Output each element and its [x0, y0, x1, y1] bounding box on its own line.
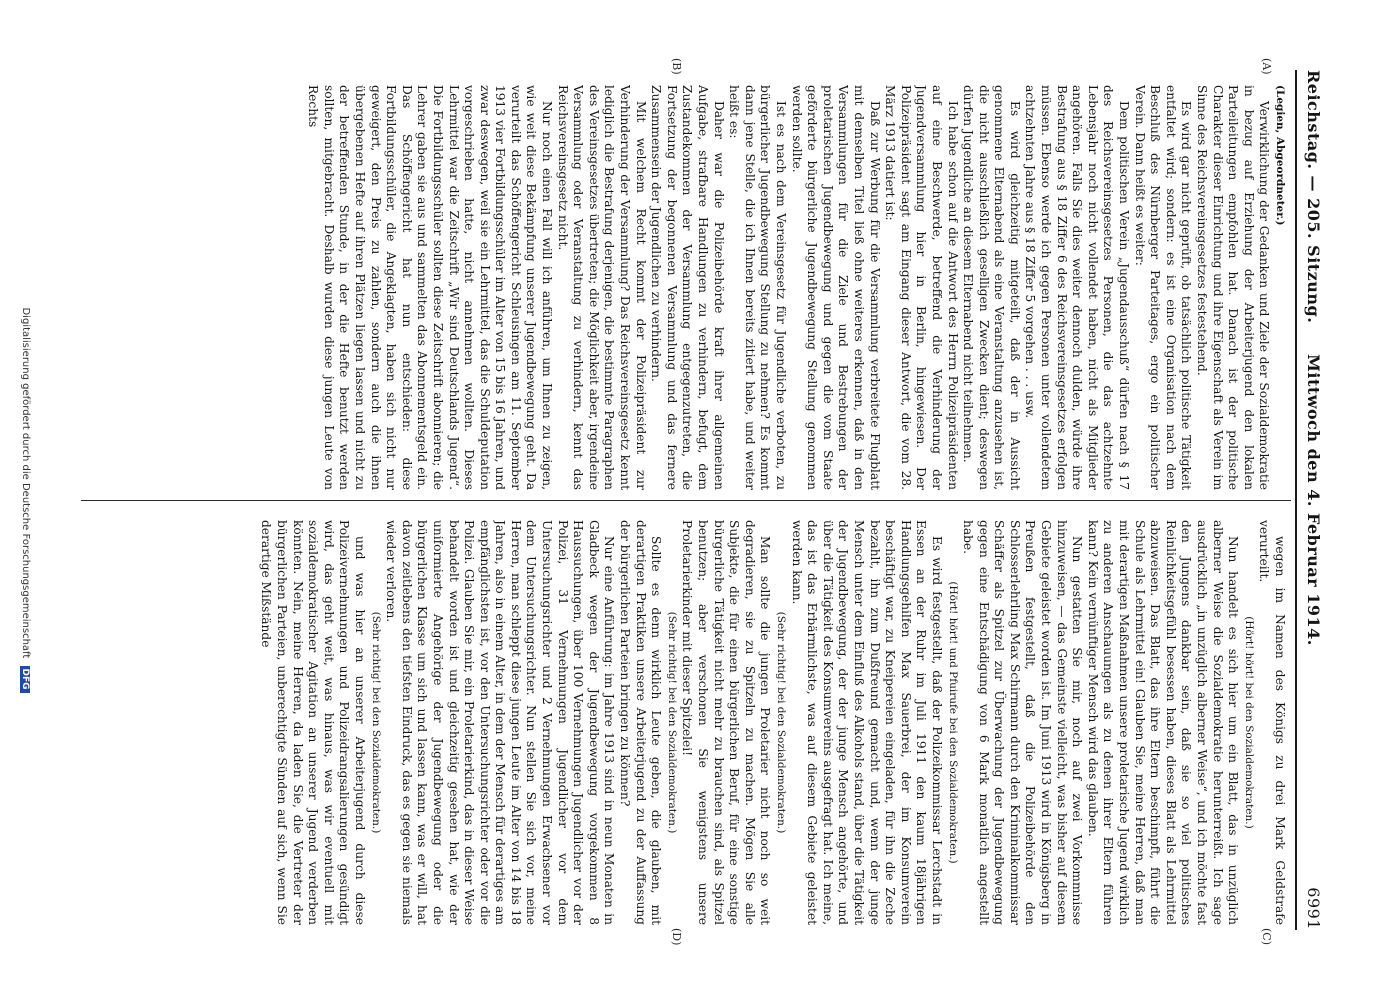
paragraph: Mit welchem Recht kommt der Polizeipräsident zur Verhinderung der Versammlung? Das Reichsvereinsgesetz kennt lediglich die Bestrafung derjenigen, die bestimmte Paragraphen des Vereinsgesetzes übertreten; die Möglichkeit aber, irgendeine Versammlung oder Veranstaltung zu verhindern, kennt das Reichsvereinsgesetz nicht. — [555, 85, 648, 490]
paragraph: und was hier an unserer Arbeiterjugend durch diese Polizeivernehmungen und Polizeidrangsalierungen gesündigt wird, das geht weit, was hinaus, was wir eventuell mit sozialdemokratischer Agitation an unserer Jugend verderben könnten. Nein, meine Herren, da laden Sie, die Vertreter der bürgerlichen Parteien, unberechtigte Sünden auf sich, wenn Sie derartige Mißstände — [259, 520, 367, 925]
margin-marker-a: (A) — [1260, 58, 1273, 75]
page-header — [1299, 70, 1325, 930]
interjection: (Sehr richtig! bei den Sozialdemokraten.) — [369, 611, 382, 834]
paragraph: Nun gestatten Sie mir, noch auf zwei Vorkommnisse hinzuweisen, — das Gemeinste vielleicht, was bisher auf diesem Gebiete geleistet worden ist. Im Juni 1913 wird in Königsberg in Preußen festgestellt, daß die Polizeibehörde den Schlosserlehrling Max Schirmann durch den Kriminalkommissar Schäffer als Spitzel zur Überwachung der Jugendbewegung gegen eine Entschädigung von 6 Mark monatlich angestellt habe. — [961, 520, 1085, 925]
paragraph: Es wird gleichzeitig mitgeteilt, daß der in Aussicht genommene Elternabend als eine Veranstaltung anzusehen ist, die nicht ausschließlich geselligen Zwecken dient; deswegen dürfen Jugendliche an diesem Elternabend nicht teilnehmen. — [961, 85, 1022, 490]
margin-marker-d: (D) — [670, 928, 683, 946]
paragraph: Es wird gar nicht geprüft, ob tatsächlich politische Tätigkeit entfaltet wird; sondern: es ist eine Organisation nach dem Beschluß des Nürnberger Parteitages, ergo ein politischer Verein. Dann heißt es weiter: — [1132, 85, 1194, 490]
paragraph: Ist es nach dem Vereinsgesetz für Jugendliche verboten, zu bürgerlicher Jugendbewegung Stellung zu nehmen? Es kommt dann jene Stelle, die ich Ihnen bereits zitiert habe, und weiter heißt es: — [727, 85, 788, 490]
dfg-logo: DFG — [20, 666, 30, 693]
paragraph: wegen im Namen des Königs zu drei Mark Geldstrafe verurteilt. — [1257, 520, 1287, 925]
paragraph: Nur eine Anführung: im Jahre 1913 sind in neun Monaten in Gladbeck wegen der Jugendbewegung vorgekommen 8 Haussuchungen, über 100 Vernehmungen Jugendlicher vor der Polizei, 31 Vernehmungen Jugendlicher vor dem Untersuchungsrichter und 2 Vernehmungen Erwachsener vor dem Untersuchungsrichter. Nun stellen Sie sich vor, meine Herren, man schleppt diese jungen Leute im Alter von 14 bis 18 Jahren, also in einem Alter, in dem der Mensch für derartiges am empfänglichsten ist, vor den Untersuchungsrichter oder vor die Polizei. Glauben Sie mir, ein Proletarierkind, das in dieser Weise behandelt worden ist und gleichzeitig gesehen hat, wie der uniformierte Angehörige der Jugendbewegung oder die bürgerlichen Klasse um sich und lassen kann, was er will, hat davon zeitlebens den tiefsten Eindruck, das es gegen sie niemals wieder verloren. — [384, 520, 617, 925]
interjection: (Sehr richtig! bei den Sozialdemokraten.) — [775, 611, 787, 834]
paragraph: Ich habe schon auf die Antwort des Herrn Polizeipräsidenten auf eine Beschwerde, betreffend die Verhinderung der Jugendversammlung hier in Berlin, hingewiesen. Der Polizeipräsident sagt am Eingang dieser Antwort, die vom 28. März 1913 datiert ist: — [883, 85, 960, 490]
left-text-column — [87, 85, 1287, 490]
interjection: (Sehr richtig! bei den Sozialdemokraten.) — [665, 611, 678, 834]
margin-marker-c: (C) — [1260, 928, 1273, 945]
paragraph: Man sollte die jungen Proletarier nicht noch so weit degradieren, sie zu Spitzeln zu machen. Mögen Sie alle Subjekte, die für einen bürgerlichen Beruf, für eine sonstige bürgerliche Tätigkeit nicht mehr zu brauchen sind, als Spitzel benutzen; aber verschonen Sie wenigstens unsere Proletarierkinder mit dieser Spitzelei! — [680, 520, 773, 925]
paragraph: Daher war die Polizeibehörde kraft ihrer allgemeinen Aufgabe, strafbare Handlungen zu verhindern, befugt, dem Zustandekommen der Versammlung entgegenzutreten, die Fortsetzung der begonnenen Versammlung und das fernere Zusammensein der Jugendlichen zu verhindern. — [649, 85, 726, 490]
interjection: (Hört! hört! bei den Sozialdemokraten.) — [1242, 616, 1255, 829]
paragraph: Daß zur Werbung für die Versammlung verbreitete Flugblatt mit demselben Titel ließ ohne weiteres erkennen, daß in den Versammlungen für die Ziele und Bestrebungen der proletarischen Jugendbewegung und gegen die vom Staate geförderte bürgerliche Jugendbewegung Stellung genommen werden sollte. — [789, 85, 882, 490]
paragraph: Verwirklichung der Gedanken und Ziele der Sozialdemokratie in bezug auf Erziehung der Arbeiterjugend den lokalen Parteileitungen empfohlen hat. Danach ist der politische Charakter dieser Einrichtung und ihre Eigenschaft als Verein im Sinne des Reichsvereinsgesetzes festestehend. — [1195, 85, 1272, 490]
column-divider — [81, 500, 1291, 501]
speaker-label: (Legien, Abgeordneter.) — [1274, 85, 1286, 226]
digitization-credit — [20, 40, 31, 960]
header-date: Mittwoch den 4. Februar 1914. — [1304, 354, 1323, 646]
paragraph: Nur noch einen Fall will ich anführen, um Ihnen zu zeigen, wie weit diese Bekämpfung unserer Jugendbewegung geht. Da verurteilt das Schöffengericht Schleusingen am 11. September 1913 vier Fortbildungsschüler im Alter von 15 bis 16 Jahren, und zwar deswegen, weil sie ein Lehrmittel, das die Schuldeputation vorgeschrieben hatte, nicht annehmen wollten. Dieses Lehrmittel war die Zeitschrift „Wir sind Deutschlands Jugend“. Die Fortbildungsschüler sollten diese Zeitschrift abonnieren; die Lehrer gaben sie aus und sammelten das Abonnementsgeld ein. Das Schöffengericht hat nun entschieden: diese Fortbildungsschüler, die Angeklagten, haben sich nicht nur geweigert, den Preis zu zahlen, sondern auch die ihnen übergebenen Hefte auf ihren Plätzen liegen lassen und nicht zu der betreffenden Stunde, in der die Hefte benutzt werden sollten, mitgebracht. Deshalb wurden diese jungen Leute von Rechts — [306, 85, 555, 490]
header-page-number: 6991 — [1304, 887, 1323, 930]
margin-marker-b: (B) — [670, 58, 683, 75]
credit-text: Digitalisierung gefördert durch die Deutsche Forschungsgemeinschaft — [20, 307, 31, 659]
right-text-column — [87, 520, 1287, 925]
paragraph: Sollte es denn wirklich Leute geben, die glauben, mit derartigen Praktiken unsere Arbeiterjugend zu der Auffassung der bürgerlichen Parteien bringen zu können? — [618, 520, 664, 925]
paragraph: Nun handelt es sich hier um ein Blatt, das in unzüglich alberner Weise die Sozialdemokratie herunterreißt. Ich sage ausdrücklich „in unzüglich alberner Weise“, und ich möchte fast den Jungens dankbar sein, daß sie so viel politisches Reinlichkeitsgefühl besessen haben, dieses Blatt als Lehrmittel abzuweisen. Das Blatt, das ihre Eltern beschimpft, führt die Schule als Lehrmittel ein! Glauben Sie, meine Herren, daß man mit derartigen Maßnahmen unsere proletarische Jugend wirklich zu anderen Anschauungen als zu denen ihrer Eltern führen kann? Kein vernünftiger Mensch wird das glauben. — [1085, 520, 1241, 925]
header-rule — [1295, 70, 1297, 930]
header-session-title: Reichstag. — 205. Sitzung. — [1304, 70, 1323, 324]
paragraph: Dem politischen Verein „Jugendausschuß“ dürfen nach § 17 des Reichsvereinsgesetzes Personen, die das achtzehnte Lebensjahr noch nicht vollendet haben, nicht als Mitglieder angehören. Falls Sie dies weiter dennoch dulden, würde ihre Bestrafung aus § 18 Ziffer 6 des Reichsvereinsgesetzes erfolgen müssen. Ebenso werde ich gegen Personen unter vollendetem achtzehnten Jahre aus § 18 Ziffer 5 vorgehen . . . usw. — [1023, 85, 1132, 490]
interjection: (Hört! hört! und Pfuirufe bei den Sozialdemokraten.) — [946, 581, 959, 864]
paragraph: Es wird festgestellt, daß der Polizeikommissar Lerchstadt in Essen an der Ruhr im Juli 1911 den kaum 18jährigen Handlungsgehilfen Max Sauerbrei, der im Konsumverein beschäftigt war, zu Kneipereien eingeladen, für ihn die Zeche bezahlt, ihn zum Dußfreund gemacht und, wenn der junge Mensch unter dem Einfluß des Alkohols stand, über die Tätigkeit der Jugendbewegung, der der junge Mensch angehörte, und über die Tätigkeit des Konsumvereins ausgefragt hat. Ich meine, das ist das Erbärmlichste, was auf diesem Gebiete geleistet werden kann. — [789, 520, 944, 925]
